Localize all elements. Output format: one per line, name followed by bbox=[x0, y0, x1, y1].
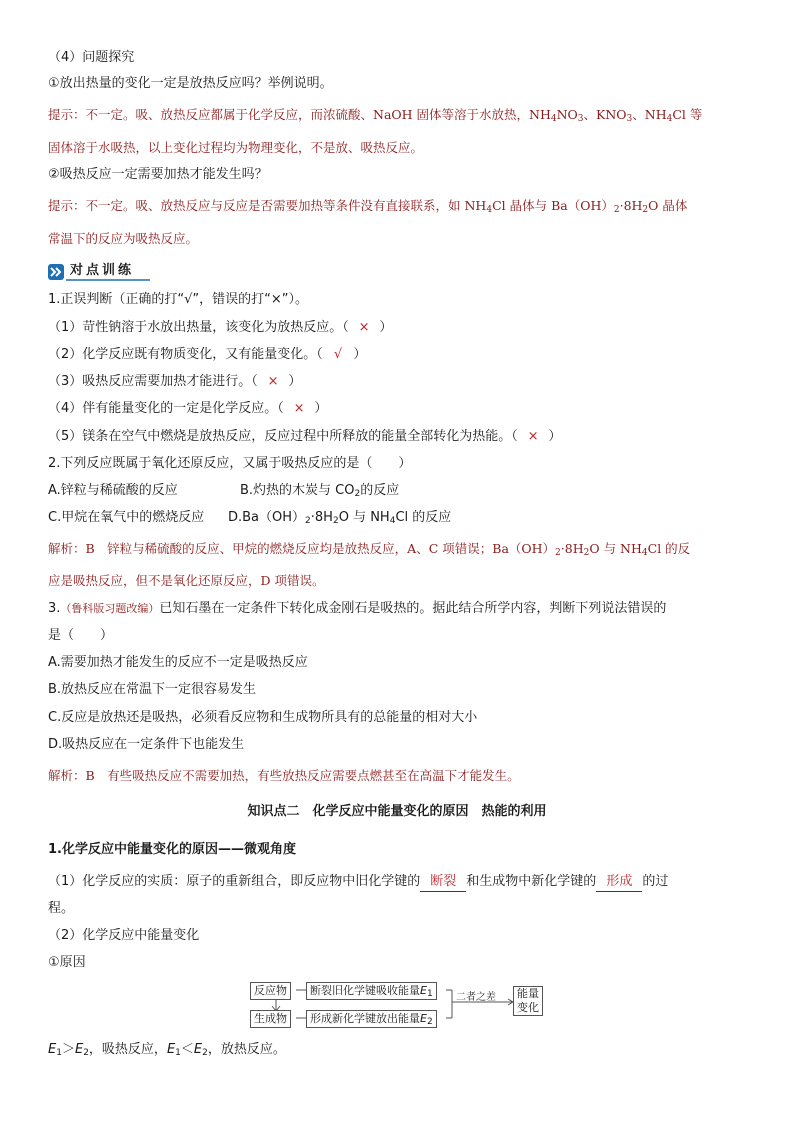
bond-form-box: 形成新化学键放出能量$E_2$ bbox=[306, 1010, 437, 1028]
energy-change-box: 能量 变化 bbox=[513, 986, 543, 1016]
q2-explanation-line-2: 应是吸热反应，但不是氧化还原反应，D 项错误。 bbox=[48, 573, 325, 588]
paragraph-essence-cont: 程。 bbox=[48, 901, 75, 916]
difference-label: 二者之差 bbox=[456, 992, 496, 1003]
bond-break-box: 断裂旧化学键吸收能量$E_1$ bbox=[306, 982, 437, 1000]
q2-options-cd: C.甲烷在氧气中的燃烧反应 $D.Ba(OH)_2\cdot 8H_2O$ 与 $NH_4Cl$ 的反应 bbox=[48, 510, 452, 526]
answer-blank-break: 断裂 bbox=[420, 873, 466, 892]
answer-blank-form: 形成 bbox=[596, 873, 642, 892]
q2-explanation-line-1: 解析：B 锌粒与稀硫酸的反应、甲烷的燃烧反应均是放热反应，A、C 项错误；$Ba(OH)_2\cdot 8H_2O$ 与 $NH_4Cl$ 的反 bbox=[48, 541, 691, 558]
energy-conclusion: $E_1>E_2$，吸热反应，$E_1<E_2$，放热反应。 bbox=[48, 1042, 286, 1058]
hint-1-line-2: 固体溶于水吸热，以上变化过程均为物理变化，不是放、吸热反应。 bbox=[48, 140, 424, 155]
q3-stem-line-2: 是（ ） bbox=[48, 628, 114, 643]
question-1: ①放出热量的变化一定是放热反应吗？举例说明。 bbox=[48, 76, 333, 91]
practice-section-tag bbox=[48, 262, 152, 282]
practice-tag-label: 对点训练 bbox=[70, 263, 135, 278]
q3-option-c: C.反应是放热还是吸热，必须看反应物和生成物所具有的总能量的相对大小 bbox=[48, 710, 478, 725]
q3-explanation: 解析：B 有些吸热反应不需要加热，有些放热反应需要点燃甚至在高温下才能发生。 bbox=[48, 768, 520, 783]
paragraph-reason: ①原因 bbox=[48, 955, 86, 970]
q1-item-3: （3）吸热反应需要加热才能进行。（ × ） bbox=[48, 374, 302, 389]
q2-title: 2.下列反应既属于氧化还原反应，又属于吸热反应的是（ ） bbox=[48, 456, 412, 471]
hint-1-line-1: 提示：不一定。吸、放热反应都属于化学反应，而浓硫酸、NaOH 固体等溶于水放热，$NH_4NO_3$、$KNO_3$、$NH_4Cl$ 等 bbox=[48, 107, 703, 124]
subsection-heading: 1.化学反应中能量变化的原因——微观角度 bbox=[48, 842, 296, 857]
q1-item-2: （2）化学反应既有物质变化，又有能量变化。（ √ ） bbox=[48, 347, 367, 362]
paragraph-essence: （1）化学反应的实质：原子的重新组合，即反应物中旧化学键的 断裂 和生成物中新化学键的 形成 的过 bbox=[48, 872, 754, 892]
paragraph-energy-change: （2）化学反应中能量变化 bbox=[48, 928, 200, 943]
product-box: 生成物 bbox=[250, 1010, 291, 1028]
question-heading: （4）问题探究 bbox=[48, 50, 135, 65]
reactant-box: 反应物 bbox=[250, 982, 291, 1000]
q1-item-1: （1）苛性钠溶于水放出热量，该变化为放热反应。（ × ） bbox=[48, 320, 393, 335]
hint-2-line-1: 提示：不一定。吸、放热反应与反应是否需要加热等条件没有直接联系，如 $NH_4Cl$ 晶体与 $Ba(OH)_2\cdot 8H_2O$ 晶体 bbox=[48, 198, 688, 215]
question-2: ②吸热反应一定需要加热才能发生吗？ bbox=[48, 167, 268, 182]
q3-option-a: A.需要加热才能发生的反应不一定是吸热反应 bbox=[48, 655, 308, 670]
energy-change-diagram bbox=[246, 980, 546, 1032]
q1-item-4: （4）伴有能量变化的一定是化学反应。（ × ） bbox=[48, 401, 328, 416]
q3-option-b: B.放热反应在常温下一定很容易发生 bbox=[48, 682, 257, 697]
q1-item-5: （5）镁条在空气中燃烧是放热反应，反应过程中所释放的能量全部转化为热能。（ × ） bbox=[48, 429, 562, 444]
q3-stem-line-1: 3.（鲁科版习题改编）已知石墨在一定条件下转化成金刚石是吸热的。据此结合所学内容，判断下列说法错误的 bbox=[48, 601, 667, 616]
q2-options-ab: A.锌粒与稀硫酸的反应 B.灼热的木炭与 $CO_2$的反应 bbox=[48, 483, 400, 499]
q1-title: 1.正误判断（正确的打“√”，错误的打“×”）。 bbox=[48, 292, 309, 307]
q3-option-d: D.吸热反应在一定条件下也能发生 bbox=[48, 737, 245, 752]
hint-2-line-2: 常温下的反应为吸热反应。 bbox=[48, 231, 199, 246]
section-title: 知识点二 化学反应中能量变化的原因 热能的利用 bbox=[247, 804, 547, 819]
